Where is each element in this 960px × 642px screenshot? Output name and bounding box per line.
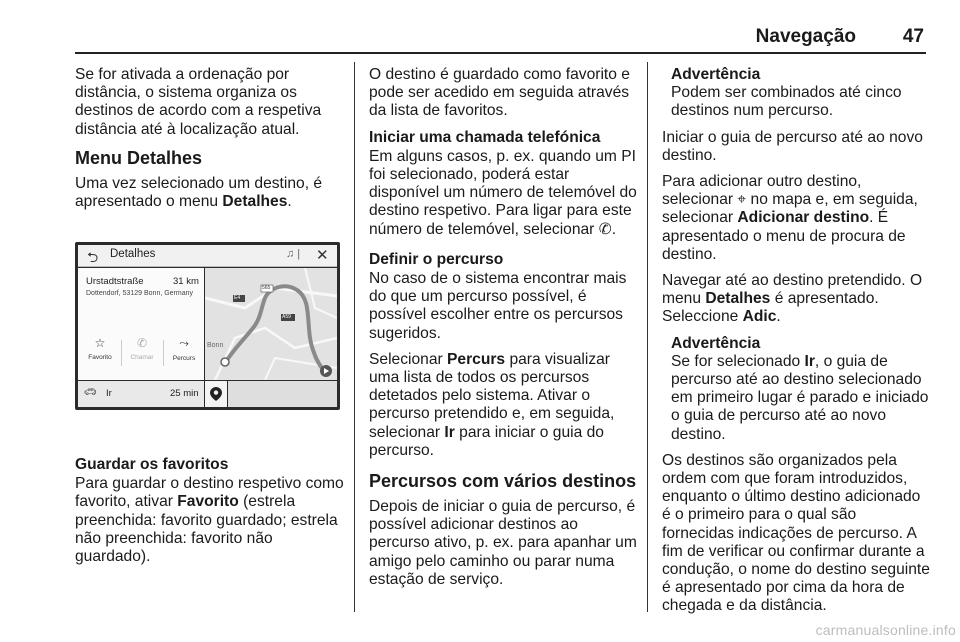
column-3 (662, 66, 930, 624)
text: Para adicionar outro destino, selecionar (662, 173, 862, 209)
note-1 (662, 66, 930, 121)
col2-paragraph-3: No caso de o sistema encontrar mais do que um percurso possível, é possível escolher entre os percursos sugeridos. (369, 270, 627, 342)
col3-paragraph-3 (662, 272, 930, 327)
destination-street: Urstadtstraße (86, 276, 144, 287)
map-label-a59: A59 (282, 314, 291, 320)
column-1-lower (75, 456, 347, 574)
col3-paragraph-2 (662, 173, 930, 264)
go-term: Ir (804, 352, 815, 370)
routes-label: Percurs (172, 355, 196, 362)
favorite-label: Favorito (88, 354, 112, 361)
add-term: Adic (742, 308, 777, 326)
col1-paragraph-2 (75, 175, 347, 211)
text: Navegar até ao destino pretendido. O menu (662, 272, 923, 308)
text: é apresentado. Seleccione (662, 290, 879, 326)
column-divider-2 (647, 62, 648, 612)
page-number: 47 (902, 26, 924, 47)
destination-address: Dottendorf, 53129 Bonn, Germany (86, 290, 194, 297)
heading-menu-details: Menu Detalhes (75, 147, 203, 168)
heading-phone-call: Iniciar uma chamada telefónica (369, 128, 601, 146)
column-2 (369, 66, 637, 597)
map-label-565: 565 (262, 285, 271, 291)
column-divider-1 (354, 62, 355, 612)
route-map (205, 268, 337, 380)
col3-paragraph-4: Os destinos são organizados pela ordem com que foram introduzidos, enquanto o último destino adicionado é o primeiro para o qual são fornecidas indicações de percurso. A fim de verificar ou confirmar durante a condução, o nome do destino seguinte é apresentado por cima da hora de chegada e da distância. (662, 451, 930, 615)
heading-multi-destination: Percursos com vários destinos (369, 471, 637, 492)
col2-paragraph-1: O destino é guardado como favorito e pode ser acedido em seguida através da lista de favoritos. (369, 66, 630, 120)
text: para visualizar uma lista de todos os percursos detetados pelo sistema. Ativar o percurso pretendido e, em seguida, selecionar (369, 350, 615, 441)
col1-paragraph-3 (75, 475, 347, 566)
favorite-button (80, 336, 120, 361)
header-rule (75, 52, 926, 54)
text: . É apresentado o menu de procura de destino. (662, 209, 906, 263)
map-pin-icon (210, 387, 222, 401)
map-pin-button (205, 381, 227, 407)
map-bottom-strip (228, 381, 337, 407)
destination-distance: 31 km (173, 276, 199, 287)
page-header (75, 26, 926, 54)
text: Uma vez selecionado um destino, é apresentado o menu (75, 174, 323, 211)
text: no mapa e, em seguida, selecionar (662, 191, 918, 227)
screen-title: Detalhes (110, 248, 156, 260)
phone-icon: ✆ (598, 220, 612, 238)
text: Para guardar o destino respetivo como favorito, ativar (75, 475, 344, 511)
add-destination-term: Adicionar destino (737, 209, 870, 227)
note-1-text: Podem ser combinados até cinco destinos num percurso. (671, 84, 902, 120)
star-icon: ☆ (94, 336, 106, 350)
col2-paragraph-4 (369, 351, 637, 460)
text: . (287, 193, 292, 211)
details-screen-image (75, 242, 340, 410)
screen-title-bar (78, 245, 337, 267)
text: Selecionar (369, 350, 448, 368)
note-2-text (671, 353, 930, 444)
note-2-title: Advertência (671, 334, 761, 352)
text: Se for selecionado (671, 352, 805, 370)
text: para iniciar o guia do percurso. (369, 423, 604, 459)
heading-save-favorites: Guardar os favoritos (75, 456, 229, 473)
text: . (611, 220, 617, 238)
destination-panel (78, 268, 204, 380)
routes-term: Percurs (447, 350, 506, 368)
back-arrow-icon: ⮌ (87, 249, 99, 265)
watermark: carmanualsonline.info (815, 622, 956, 638)
note-1-title: Advertência (671, 66, 761, 83)
call-button (122, 336, 162, 361)
text: Em alguns casos, p. ex. quando um PI foi selecionado, poderá estar disponível um número de telemóvel do destino respetivo. Para ligar para este número de telemóvel, selecionar (369, 147, 637, 238)
call-label: Chamar (130, 354, 154, 361)
heading-define-route: Definir o percurso (369, 250, 504, 268)
travel-time: 25 min (170, 388, 199, 399)
car-icon: 🚗︎ (84, 387, 97, 398)
col3-paragraph-1: Iniciar o guia de percurso até ao novo destino. (662, 128, 923, 164)
close-icon: ✕ (316, 247, 329, 264)
crosshair-icon: ⌖ (737, 191, 747, 209)
text: . (776, 308, 781, 326)
routes-button (164, 336, 204, 362)
text: , o guia de percurso até ao destino selecionado em primeiro lugar é parado e iniciado o guia de percurso até ao novo destino. (671, 352, 929, 443)
note-2 (662, 335, 930, 444)
route-map-graphic (205, 268, 337, 380)
col2-paragraph-5: Depois de iniciar o guia de percurso, é possível adicionar destinos ao percurso ativo, p. ex. para apanhar um amigo pelo caminho ou parar numa estação de serviço. (369, 498, 637, 588)
col2-paragraph-2 (369, 148, 637, 239)
go-term: Ir (444, 423, 455, 441)
section-title: Navegação (755, 26, 856, 47)
routes-icon: ⤳ (179, 336, 189, 350)
map-label-e4: E4 (234, 295, 241, 301)
details-term: Detalhes (705, 290, 771, 308)
map-label-bonn: Bonn (207, 342, 224, 349)
go-bar (78, 381, 204, 407)
phone-icon: ✆ (136, 336, 148, 350)
go-label: Ir (106, 388, 112, 399)
music-icon: ♫ | (286, 248, 301, 260)
details-term: Detalhes (222, 193, 288, 211)
col1-paragraph-1: Se for ativada a ordenação por distância, o sistema organiza os destinos de acordo com a respetiva distância até à localização atual. (75, 66, 322, 138)
text: (estrela preenchida: favorito guardado; estrela não preenchida: favorito não guardado). (75, 493, 338, 566)
column-1 (75, 66, 347, 219)
favorite-term: Favorito (177, 493, 239, 511)
